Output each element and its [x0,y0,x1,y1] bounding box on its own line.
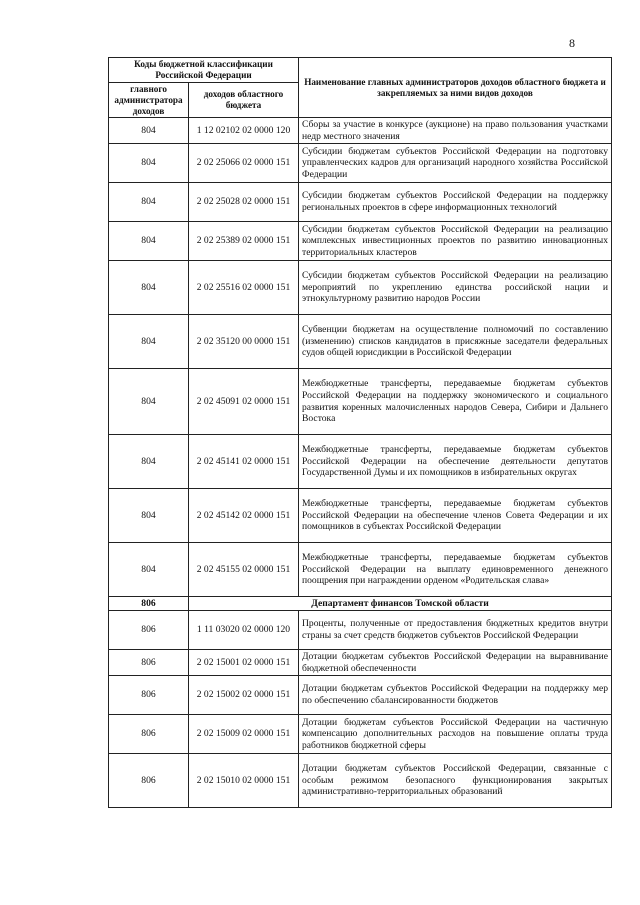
income-description: Межбюджетные трансферты, передаваемые бюджетам субъектов Российской Федерации на обеспечение деятельности депутатов Государственной Думы и их помощников в избирательных округах [299,435,612,489]
department-admin-code: 806 [109,597,189,611]
budget-classification-table [108,57,612,808]
table-row [109,435,612,489]
admin-code: 806 [109,754,189,808]
admin-code: 804 [109,489,189,543]
income-code: 2 02 15002 02 0000 151 [189,676,299,715]
table-row [109,183,612,222]
income-code: 2 02 35120 00 0000 151 [189,315,299,369]
income-description: Субсидии бюджетам субъектов Российской Федерации на подготовку управленческих кадров для организаций народного хозяйства Российской Федерации [299,144,612,183]
table-row [109,369,612,435]
table-row [109,650,612,676]
admin-code: 804 [109,222,189,261]
income-code: 2 02 25389 02 0000 151 [189,222,299,261]
table-row [109,144,612,183]
income-code: 1 11 03020 02 0000 120 [189,611,299,650]
income-code: 2 02 45141 02 0000 151 [189,435,299,489]
income-code: 2 02 25066 02 0000 151 [189,144,299,183]
admin-code: 804 [109,118,189,144]
admin-code: 804 [109,183,189,222]
table-row [109,611,612,650]
admin-code: 804 [109,435,189,489]
income-description: Субсидии бюджетам субъектов Российской Федерации на поддержку региональных проектов в сфере информационных технологий [299,183,612,222]
department-name: Департамент финансов Томской области [189,597,612,611]
income-code: 2 02 45091 02 0000 151 [189,369,299,435]
admin-code: 804 [109,543,189,597]
income-description: Дотации бюджетам субъектов Российской Федерации на выравнивание бюджетной обеспеченности [299,650,612,676]
income-column-header: доходов областного бюджета [189,83,299,118]
page-number: 8 [569,36,575,50]
codes-group-header: Коды бюджетной классификации Российской Федерации [109,58,299,83]
admin-column-header: главного администратора доходов [109,83,189,118]
income-code: 2 02 25028 02 0000 151 [189,183,299,222]
income-code: 2 02 45155 02 0000 151 [189,543,299,597]
admin-code: 804 [109,261,189,315]
admin-code: 806 [109,650,189,676]
table-row [109,489,612,543]
admin-code: 806 [109,676,189,715]
department-row [109,597,612,611]
income-description: Дотации бюджетам субъектов Российской Федерации, связанные с особым режимом безопасного функционирования закрытых административно-территориальных образований [299,754,612,808]
income-code: 1 12 02102 02 0000 120 [189,118,299,144]
income-code: 2 02 45142 02 0000 151 [189,489,299,543]
table-header-row [109,58,612,83]
income-code: 2 02 25516 02 0000 151 [189,261,299,315]
table-row [109,676,612,715]
table-row [109,261,612,315]
table-row [109,315,612,369]
income-description: Дотации бюджетам субъектов Российской Федерации на поддержку мер по обеспечению сбалансированности бюджетов [299,676,612,715]
name-column-header: Наименование главных администраторов доходов областного бюджета и закрепляемых за ними видов доходов [299,58,612,118]
table-row [109,543,612,597]
income-code: 2 02 15009 02 0000 151 [189,715,299,754]
income-description: Сборы за участие в конкурсе (аукционе) на право пользования участками недр местного значения [299,118,612,144]
income-code: 2 02 15010 02 0000 151 [189,754,299,808]
income-description: Межбюджетные трансферты, передаваемые бюджетам субъектов Российской Федерации на выплату единовременного денежного поощрения при награждении орденом «Родительская слава» [299,543,612,597]
admin-code: 806 [109,715,189,754]
table-row [109,118,612,144]
table-row [109,754,612,808]
income-description: Проценты, полученные от предоставления бюджетных кредитов внутри страны за счет средств бюджетов субъектов Российской Федерации [299,611,612,650]
income-description: Межбюджетные трансферты, передаваемые бюджетам субъектов Российской Федерации на обеспечение членов Совета Федерации и их помощников в субъектах Российской Федерации [299,489,612,543]
income-description: Межбюджетные трансферты, передаваемые бюджетам субъектов Российской Федерации на поддержку экономического и социального развития коренных малочисленных народов Севера, Сибири и Дальнего Востока [299,369,612,435]
table-row [109,222,612,261]
income-description: Дотации бюджетам субъектов Российской Федерации на частичную компенсацию дополнительных расходов на повышение оплаты труда работников бюджетной сферы [299,715,612,754]
income-description: Субвенции бюджетам на осуществление полномочий по составлению (изменению) списков кандидатов в присяжные заседатели федеральных судов общей юрисдикции в Российской Федерации [299,315,612,369]
admin-code: 806 [109,611,189,650]
admin-code: 804 [109,369,189,435]
income-description: Субсидии бюджетам субъектов Российской Федерации на реализацию мероприятий по укреплению единства российской нации и этнокультурному развитию народов России [299,261,612,315]
table-row [109,715,612,754]
income-description: Субсидии бюджетам субъектов Российской Федерации на реализацию комплексных инвестиционных проектов по развитию инновационных территориальных кластеров [299,222,612,261]
admin-code: 804 [109,144,189,183]
admin-code: 804 [109,315,189,369]
income-code: 2 02 15001 02 0000 151 [189,650,299,676]
